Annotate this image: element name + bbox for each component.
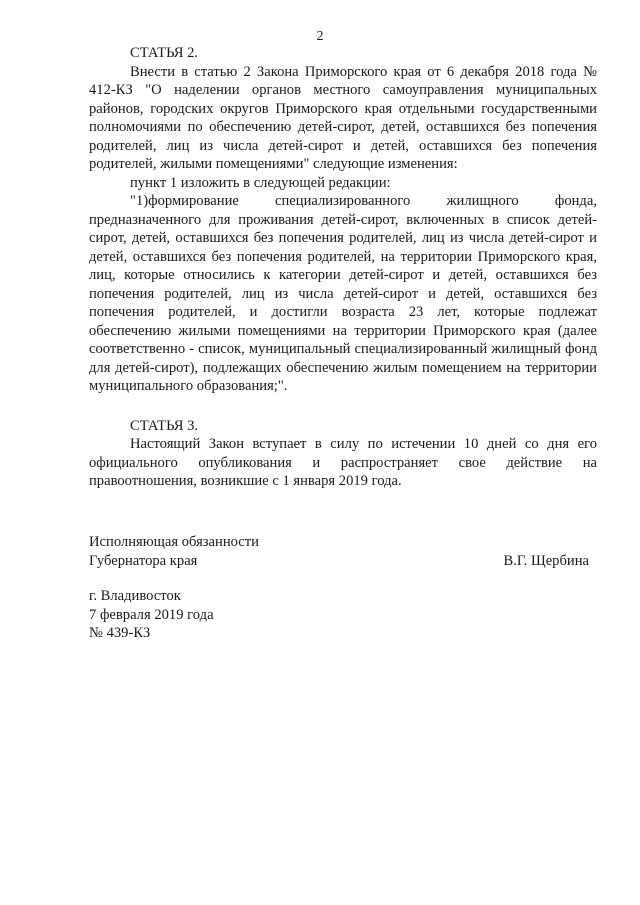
footer-date: 7 февраля 2019 года — [89, 606, 214, 623]
signature-name: В.Г. Щербина — [503, 552, 589, 569]
footer-number: № 439-КЗ — [89, 625, 151, 641]
article-3-heading: СТАТЬЯ 3. — [130, 417, 199, 434]
article-2-point: пункт 1 изложить в следующей редакции: — [130, 174, 391, 191]
footer-block — [89, 587, 214, 643]
signature-title-line2: Губернатора края — [89, 552, 198, 569]
article-2-intro: Внести в статью 2 Закона Приморского края от 6 декабря 2018 года № 412-КЗ "О наделении органов местного самоуправления муниципальных районов, городских округов Приморского края отдельными государственными полномочиями по обеспечению детей-сирот, детей, оставшихся без попечения родителей, лиц из числа детей-сирот и детей, оставшихся без попечения родителей, жилыми помещениями" следующие изменения: — [89, 63, 597, 172]
signature-title-line1: Исполняющая обязанности — [89, 534, 259, 550]
article-2-quote: "1)формирование специализированного жилищного фонда, предназначенного для проживания детей-сирот, включенных в список детей-сирот, детей, оставшихся без попечения родителей, лиц из числа детей-сирот и детей, оставшихся без попечения родителей, на территории Приморского края, лиц, которые относились к категории детей-сирот и детей, оставшихся без попечения родителей, лиц из числа детей-сирот и детей, оставшихся без попечения родителей, и достигли возраста 23 лет, которые подлежат обеспечению жилыми помещениями на территории Приморского края (далее соответственно - список, муниципальный специализированный жилищный фонд для детей-сирот), подлежащих обеспечению жилым помещением на территории муниципального образования;". — [89, 193, 597, 394]
page-number: 2 — [316, 29, 324, 44]
article-3-text: Настоящий Закон вступает в силу по истечении 10 дней со дня его официального опубликования и распространяет свое действие на правоотношения, возникшие с 1 января 2019 года. — [89, 436, 597, 489]
footer-city: г. Владивосток — [89, 588, 181, 604]
article-2 — [89, 44, 597, 491]
signature-block — [89, 533, 589, 570]
article-2-heading: СТАТЬЯ 2. — [130, 45, 199, 61]
